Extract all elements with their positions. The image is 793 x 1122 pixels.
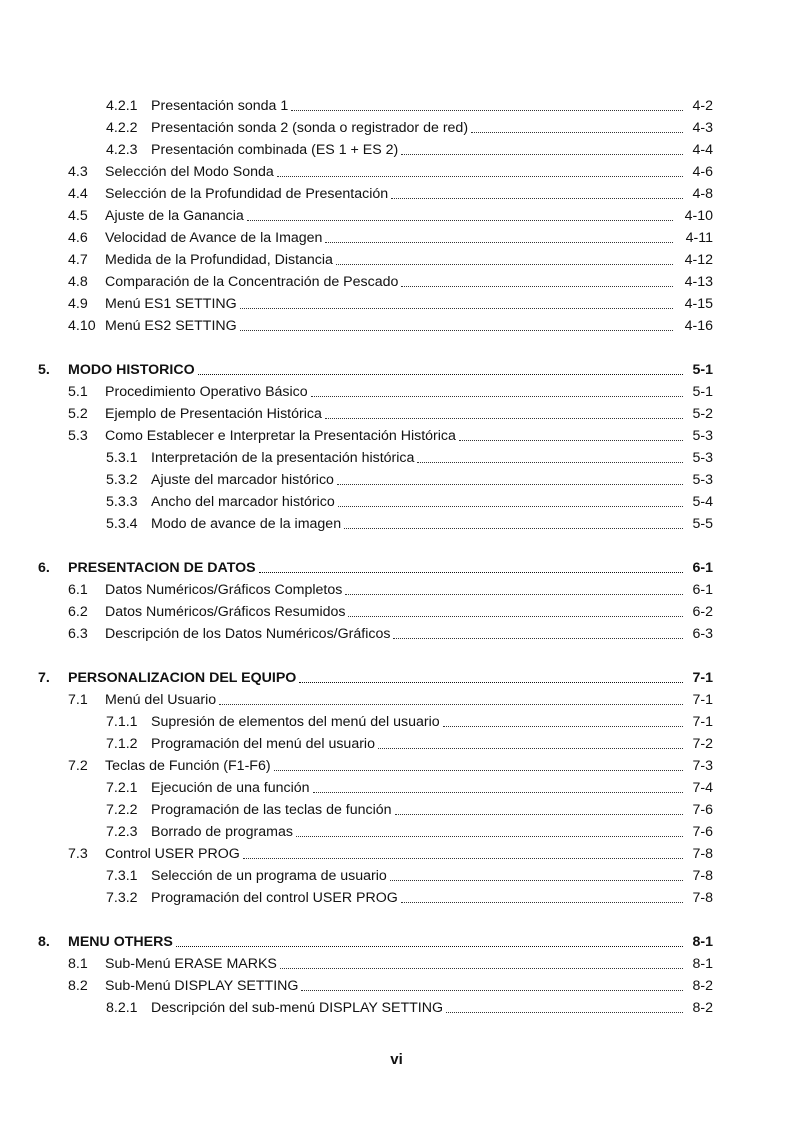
- toc-entry-row[interactable]: [0, 950, 793, 972]
- toc-entry-page: 4-16: [684, 318, 713, 334]
- toc-entry-title: Ejecución de una función: [151, 780, 310, 796]
- toc-entry-number: 7.1.1: [106, 714, 138, 730]
- dot-leader: [401, 285, 673, 287]
- toc-entry-number: 7.1.2: [106, 736, 138, 752]
- toc-entry-number: 5.3.1: [106, 450, 138, 466]
- dot-leader: [311, 395, 683, 397]
- toc-entry-row[interactable]: [0, 290, 793, 312]
- toc-entry-title: Interpretación de la presentación histórica: [151, 450, 415, 466]
- toc-entry-title: MENU OTHERS: [68, 934, 173, 950]
- toc-entry-page: 4-11: [685, 230, 713, 246]
- toc-entry-number: 6.: [38, 560, 50, 576]
- toc-entry-row[interactable]: [0, 92, 793, 114]
- toc-entry-row[interactable]: [0, 620, 793, 642]
- toc-entry-page: 7-1: [692, 670, 713, 686]
- toc-entry-title: PRESENTACION DE DATOS: [68, 560, 256, 576]
- toc-entry-number: 4.3: [68, 164, 88, 180]
- toc-entry-title: Teclas de Función (F1-F6): [105, 758, 271, 774]
- toc-entry-number: 4.10: [68, 318, 96, 334]
- toc-entry-row[interactable]: [0, 400, 793, 422]
- toc-entry-row[interactable]: [0, 246, 793, 268]
- toc-entry-title: Datos Numéricos/Gráficos Resumidos: [105, 604, 346, 620]
- dot-leader: [313, 791, 683, 793]
- toc-entry-number: 5.3.2: [106, 472, 138, 488]
- toc-entry-title: Programación de las teclas de función: [151, 802, 392, 818]
- dot-leader: [219, 703, 683, 705]
- dot-leader: [299, 681, 683, 683]
- toc-entry-page: 5-4: [692, 494, 713, 510]
- toc-entry-title: Ajuste del marcador histórico: [151, 472, 334, 488]
- dot-leader: [247, 219, 673, 221]
- toc-entry-page: 6-3: [692, 626, 713, 642]
- toc-entry-number: 7.2.1: [106, 780, 138, 796]
- dot-leader: [243, 857, 683, 859]
- toc-entry-page: 4-13: [684, 274, 713, 290]
- toc-entry-page: 6-2: [692, 604, 713, 620]
- toc-entry-page: 5-1: [692, 362, 713, 378]
- toc-entry-row[interactable]: [0, 268, 793, 290]
- toc-entry-number: 8.1: [68, 956, 88, 972]
- toc-entry-number: 6.2: [68, 604, 88, 620]
- toc-entry-page: 5-3: [692, 472, 713, 488]
- dot-leader: [325, 241, 673, 243]
- toc-entry-number: 8.2: [68, 978, 88, 994]
- toc-entry-title: Medida de la Profundidad, Distancia: [105, 252, 333, 268]
- dot-leader: [277, 175, 683, 177]
- toc-entry-page: 5-3: [692, 428, 713, 444]
- toc-entry-number: 4.2.2: [106, 120, 138, 136]
- toc-entry-number: 4.5: [68, 208, 88, 224]
- toc-entry-number: 4.9: [68, 296, 88, 312]
- dot-leader: [240, 329, 673, 331]
- toc-entry-number: 7.3: [68, 846, 88, 862]
- toc-entry-row[interactable]: [0, 840, 793, 862]
- toc-entry-page: 4-4: [692, 142, 713, 158]
- toc-entry-number: 7.: [38, 670, 50, 686]
- toc-entry-number: 8.: [38, 934, 50, 950]
- toc-entry-page: 4-6: [692, 164, 713, 180]
- toc-entry-title: Control USER PROG: [105, 846, 240, 862]
- dot-leader: [337, 483, 683, 485]
- toc-entry-title: Presentación combinada (ES 1 + ES 2): [151, 142, 399, 158]
- toc-entry-page: 8-1: [692, 934, 713, 950]
- toc-entry-number: 4.2.1: [106, 98, 138, 114]
- toc-entry-number: 7.2: [68, 758, 88, 774]
- toc-entry-page: 7-1: [692, 714, 713, 730]
- toc-entry-page: 5-3: [692, 450, 713, 466]
- toc-entry-number: 6.1: [68, 582, 88, 598]
- toc-entry-title: Supresión de elementos del menú del usuario: [151, 714, 440, 730]
- toc-entry-number: 7.3.1: [106, 868, 138, 884]
- toc-entry-number: 7.2.2: [106, 802, 138, 818]
- toc-entry-page: 8-2: [692, 1000, 713, 1016]
- toc-chapter-row[interactable]: [0, 554, 793, 576]
- toc-entry-row[interactable]: [0, 730, 793, 752]
- toc-entry-page: 7-3: [692, 758, 713, 774]
- toc-entry-page: 4-8: [692, 186, 713, 202]
- toc-entry-page: 5-1: [692, 384, 713, 400]
- toc-entry-row[interactable]: [0, 378, 793, 400]
- toc-entry-row[interactable]: [0, 422, 793, 444]
- toc-entry-title: MODO HISTORICO: [68, 362, 195, 378]
- toc-entry-title: PERSONALIZACION DEL EQUIPO: [68, 670, 297, 686]
- toc-entry-title: Modo de avance de la imagen: [151, 516, 342, 532]
- toc-entry-page: 4-15: [684, 296, 713, 312]
- toc-entry-number: 4.7: [68, 252, 88, 268]
- toc-entry-title: Ancho del marcador histórico: [151, 494, 335, 510]
- toc-entry-number: 4.8: [68, 274, 88, 290]
- toc-entry-row[interactable]: [0, 752, 793, 774]
- dot-leader: [296, 835, 683, 837]
- dot-leader: [401, 901, 683, 903]
- toc-entry-page: 8-1: [692, 956, 713, 972]
- dot-leader: [459, 439, 683, 441]
- toc-entry-title: Comparación de la Concentración de Pescado: [105, 274, 399, 290]
- toc-entry-number: 5.2: [68, 406, 88, 422]
- dot-leader: [176, 945, 683, 947]
- toc-entry-title: Descripción de los Datos Numéricos/Gráficos: [105, 626, 391, 642]
- toc-entry-page: 7-8: [692, 868, 713, 884]
- dot-leader: [378, 747, 683, 749]
- toc-entry-title: Descripción del sub-menú DISPLAY SETTING: [151, 1000, 444, 1016]
- toc-chapter-row[interactable]: [0, 664, 793, 686]
- toc-entry-title: Selección del Modo Sonda: [105, 164, 274, 180]
- toc-entry-title: Presentación sonda 2 (sonda o registrador de red): [151, 120, 469, 136]
- toc-entry-row[interactable]: [0, 708, 793, 730]
- toc-entry-number: 5.1: [68, 384, 88, 400]
- toc-entry-title: Programación del menú del usuario: [151, 736, 375, 752]
- toc-entry-row[interactable]: [0, 224, 793, 246]
- toc-entry-row[interactable]: [0, 576, 793, 598]
- toc-chapter-row[interactable]: [0, 356, 793, 378]
- toc-entry-title: Menú ES1 SETTING: [105, 296, 237, 312]
- toc-entry-title: Presentación sonda 1: [151, 98, 289, 114]
- toc-entry-number: 7.1: [68, 692, 88, 708]
- toc-entry-page: 6-1: [692, 560, 713, 576]
- toc-entry-number: 5.3.4: [106, 516, 138, 532]
- toc-entry-page: 5-5: [692, 516, 713, 532]
- toc-entry-row[interactable]: [0, 774, 793, 796]
- toc-entry-page: 7-8: [692, 890, 713, 906]
- toc-entry-page: 4-2: [692, 98, 713, 114]
- dot-leader: [274, 769, 683, 771]
- toc-entry-row[interactable]: [0, 466, 793, 488]
- toc-entry-number: 5.3: [68, 428, 88, 444]
- page-footer-number: vi: [390, 1051, 403, 1068]
- dot-leader: [443, 725, 683, 727]
- toc-entry-page: 7-8: [692, 846, 713, 862]
- toc-entry-title: Borrado de programas: [151, 824, 293, 840]
- dot-leader: [344, 527, 683, 529]
- toc-entry-row[interactable]: [0, 796, 793, 818]
- dot-leader: [446, 1011, 683, 1013]
- toc-chapter-row[interactable]: [0, 928, 793, 950]
- toc-entry-title: Ajuste de la Ganancia: [105, 208, 244, 224]
- toc-entry-row[interactable]: [0, 114, 793, 136]
- toc-entry-page: 4-12: [684, 252, 713, 268]
- toc-entry-row[interactable]: [0, 686, 793, 708]
- toc-entry-number: 5.: [38, 362, 50, 378]
- toc-entry-page: 4-10: [684, 208, 713, 224]
- toc-entry-title: Menú del Usuario: [105, 692, 217, 708]
- toc-entry-row[interactable]: [0, 862, 793, 884]
- toc-entry-page: 7-2: [692, 736, 713, 752]
- toc-entry-title: Procedimiento Operativo Básico: [105, 384, 308, 400]
- dot-leader: [401, 153, 683, 155]
- toc-entry-row[interactable]: [0, 444, 793, 466]
- toc-entry-row[interactable]: [0, 994, 793, 1016]
- toc-entry-row[interactable]: [0, 884, 793, 906]
- toc-entry-title: Selección de la Profundidad de Presentación: [105, 186, 389, 202]
- toc-entry-row[interactable]: [0, 818, 793, 840]
- toc-entry-page: 5-2: [692, 406, 713, 422]
- toc-entry-title: Programación del control USER PROG: [151, 890, 398, 906]
- dot-leader: [471, 131, 683, 133]
- dot-leader: [280, 967, 683, 969]
- toc-entry-page: 4-3: [692, 120, 713, 136]
- toc-entry-page: 7-4: [692, 780, 713, 796]
- toc-entry-number: 8.2.1: [106, 1000, 138, 1016]
- toc-entry-row[interactable]: [0, 136, 793, 158]
- dot-leader: [348, 615, 683, 617]
- toc-entry-row[interactable]: [0, 488, 793, 510]
- dot-leader: [259, 571, 683, 573]
- toc-entry-title: Como Establecer e Interpretar la Presentación Histórica: [105, 428, 456, 444]
- dot-leader: [325, 417, 683, 419]
- dot-leader: [345, 593, 683, 595]
- toc-entry-row[interactable]: [0, 158, 793, 180]
- toc-entry-row[interactable]: [0, 180, 793, 202]
- toc-entry-title: Sub-Menú ERASE MARKS: [105, 956, 277, 972]
- toc-entry-number: 4.6: [68, 230, 88, 246]
- toc-entry-title: Menú ES2 SETTING: [105, 318, 237, 334]
- toc-entry-title: Datos Numéricos/Gráficos Completos: [105, 582, 343, 598]
- dot-leader: [417, 461, 683, 463]
- dot-leader: [393, 637, 683, 639]
- toc-entry-row[interactable]: [0, 598, 793, 620]
- dot-leader: [338, 505, 683, 507]
- dot-leader: [391, 197, 683, 199]
- dot-leader: [336, 263, 673, 265]
- dot-leader: [198, 373, 683, 375]
- toc-entry-row[interactable]: [0, 510, 793, 532]
- toc-entry-title: Sub-Menú DISPLAY SETTING: [105, 978, 299, 994]
- dot-leader: [291, 109, 683, 111]
- dot-leader: [240, 307, 673, 309]
- toc-entry-row[interactable]: [0, 312, 793, 334]
- toc-entry-number: 7.3.2: [106, 890, 138, 906]
- toc-entry-title: Velocidad de Avance de la Imagen: [105, 230, 323, 246]
- toc-entry-page: 7-6: [692, 824, 713, 840]
- toc-entry-number: 7.2.3: [106, 824, 138, 840]
- toc-entry-page: 7-6: [692, 802, 713, 818]
- toc-entry-number: 6.3: [68, 626, 88, 642]
- toc-entry-number: 4.4: [68, 186, 88, 202]
- toc-entry-number: 5.3.3: [106, 494, 138, 510]
- toc-entry-page: 6-1: [692, 582, 713, 598]
- toc-entry-row[interactable]: [0, 972, 793, 994]
- toc-entry-number: 4.2.3: [106, 142, 138, 158]
- toc-entry-page: 7-1: [692, 692, 713, 708]
- toc-entry-page: 8-2: [692, 978, 713, 994]
- dot-leader: [395, 813, 683, 815]
- dot-leader: [390, 879, 683, 881]
- toc-entry-title: Selección de un programa de usuario: [151, 868, 387, 884]
- toc-entry-row[interactable]: [0, 202, 793, 224]
- dot-leader: [301, 989, 683, 991]
- toc-entry-title: Ejemplo de Presentación Histórica: [105, 406, 322, 422]
